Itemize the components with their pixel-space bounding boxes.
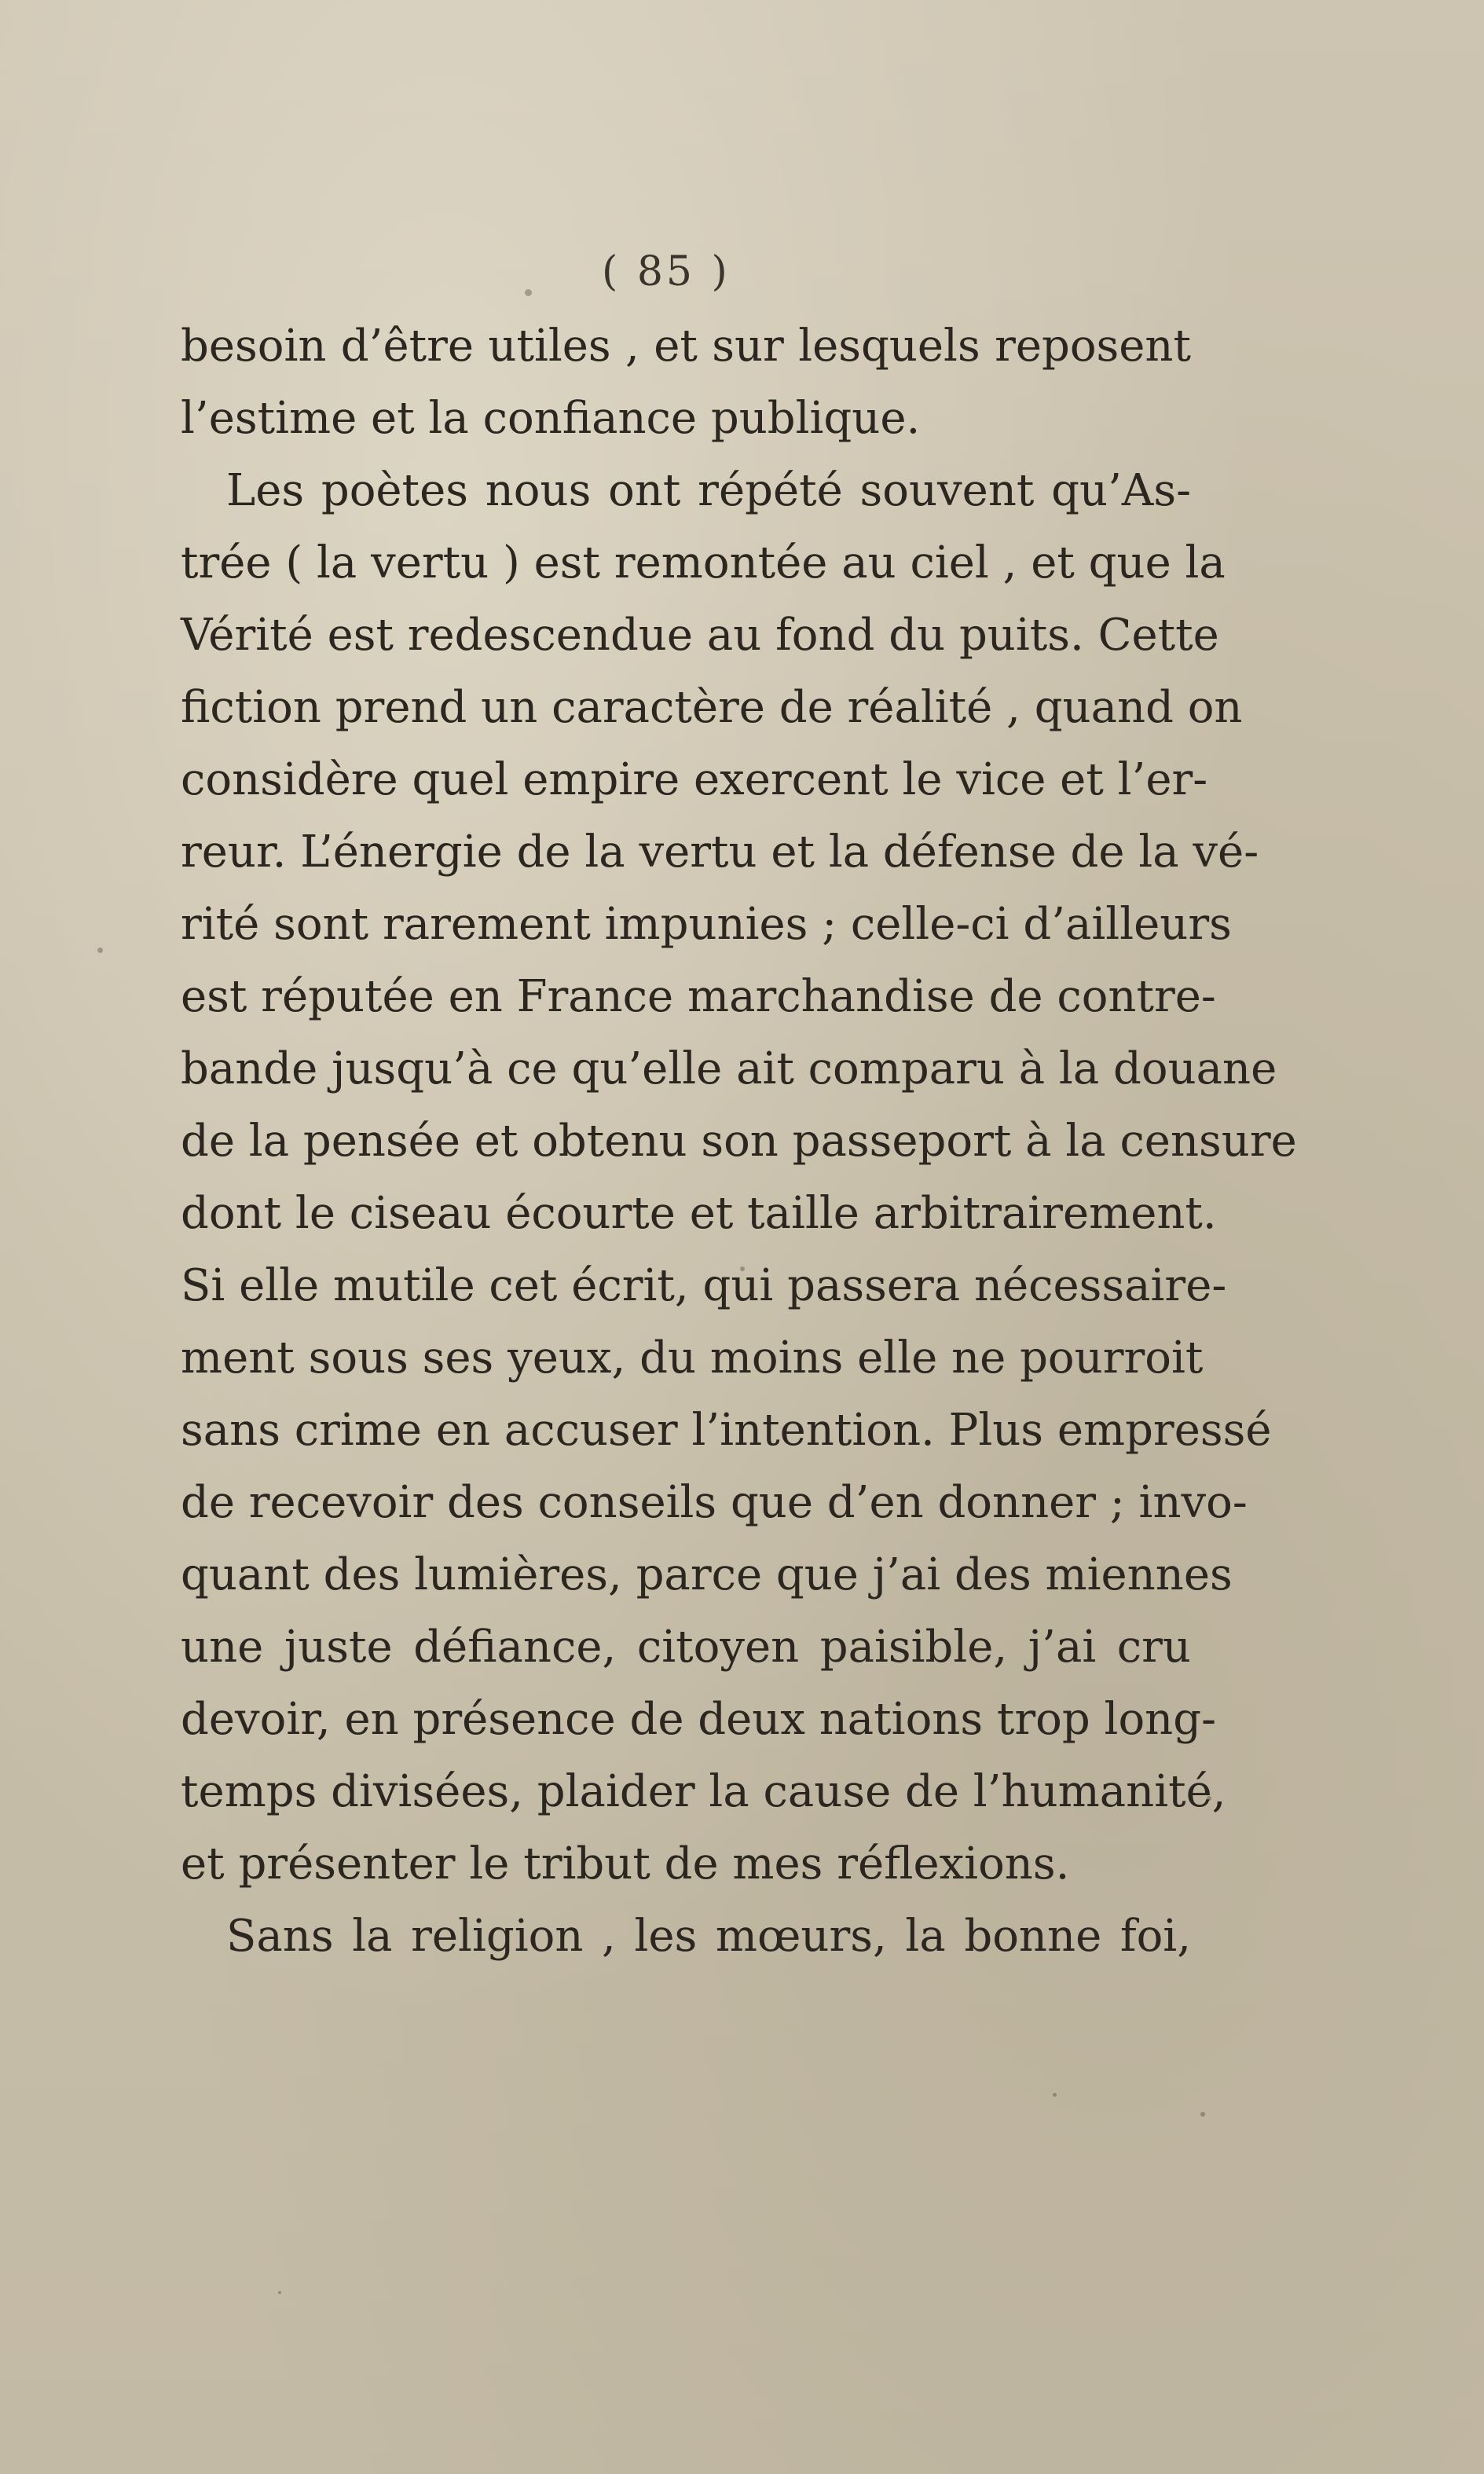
- text-line: Si elle mutile cet écrit, qui passera nécessaire-: [181, 1260, 1227, 1311]
- paper-speck: [1053, 2093, 1057, 2097]
- text-line: et présenter le tribut de mes réflexions.: [181, 1838, 1070, 1889]
- text-line: Sans la religion , les mœurs, la bonne foi,: [226, 1911, 1191, 1962]
- paper-speck: [1200, 2112, 1205, 2117]
- text-line: considère quel empire exercent le vice et l’er-: [181, 754, 1208, 805]
- text-line: de la pensée et obtenu son passeport à la censure: [181, 1116, 1297, 1167]
- paper-speck: [278, 2291, 281, 2294]
- text-line: ment sous ses yeux, du moins elle ne pourroit: [181, 1332, 1204, 1384]
- paper-speck: [97, 947, 103, 953]
- text-line: sans crime en accuser l’intention. Plus empressé: [181, 1405, 1272, 1456]
- paper-speck: [1207, 1796, 1211, 1801]
- text-line: une juste défiance, citoyen paisible, j’ai cru: [181, 1622, 1191, 1673]
- text-line: rité sont rarement impunies ; celle-ci d’ailleurs: [181, 899, 1232, 950]
- text-line: devoir, en présence de deux nations trop long-: [181, 1694, 1216, 1745]
- text-line: fiction prend un caractère de réalité , quand on: [181, 682, 1243, 733]
- body-text: [181, 310, 1297, 1973]
- text-line: temps divisées, plaider la cause de l’humanité,: [181, 1766, 1226, 1817]
- text-line: dont le ciseau écourte et taille arbitrairement.: [181, 1188, 1217, 1239]
- text-line: besoin d’être utiles , et sur lesquels reposent: [181, 321, 1191, 372]
- paper-speck: [740, 1266, 745, 1271]
- paper-speck: [525, 289, 532, 296]
- text-line: bande jusqu’à ce qu’elle ait comparu à la douane: [181, 1043, 1277, 1094]
- text-line: de recevoir des conseils que d’en donner ; invo-: [181, 1477, 1248, 1528]
- text-line: Vérité est redescendue au fond du puits. Cette: [181, 610, 1219, 661]
- text-line: l’estime et la confiance publique.: [181, 393, 921, 444]
- text-line: reur. L’énergie de la vertu et la défense de la vé-: [181, 826, 1259, 878]
- text-line: Les poètes nous ont répété souvent qu’As-: [226, 465, 1191, 516]
- text-line: est réputée en France marchandise de contre-: [181, 971, 1216, 1022]
- page-number: ( 85 ): [602, 248, 731, 295]
- text-line: trée ( la vertu ) est remontée au ciel , et que la: [181, 537, 1226, 588]
- text-line: quant des lumières, parce que j’ai des miennes: [181, 1549, 1233, 1600]
